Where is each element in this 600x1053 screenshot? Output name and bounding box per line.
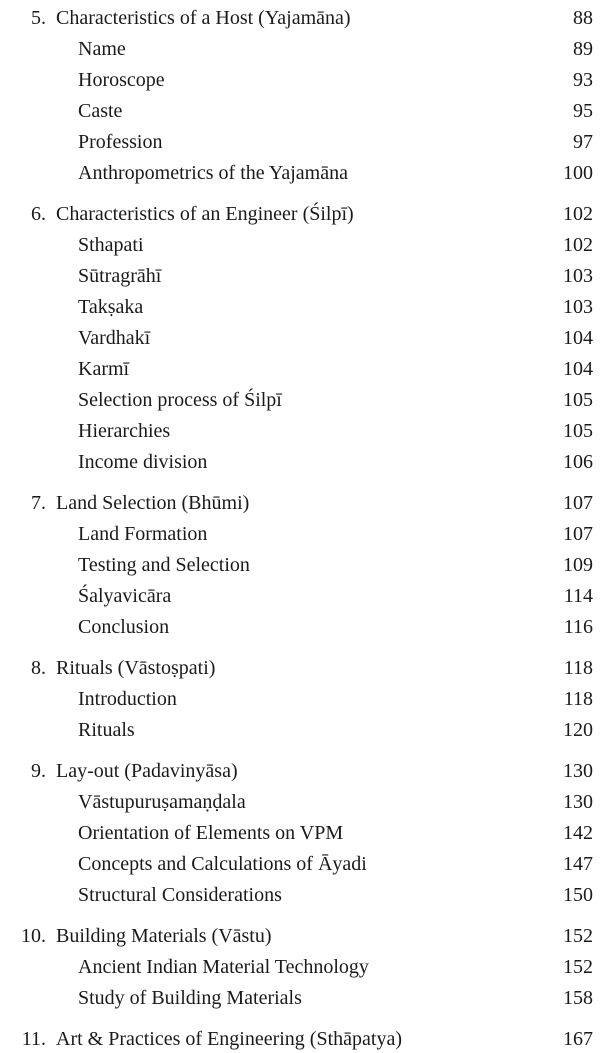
- toc-entry: [0, 551, 600, 579]
- entry-title: Introduction: [78, 688, 177, 710]
- entry-title: Concepts and Calculations of Āyadi: [78, 853, 367, 875]
- page-number: 150: [563, 884, 593, 906]
- entry-title: Horoscope: [78, 69, 165, 91]
- entry-title: Sūtragrāhī: [78, 265, 162, 287]
- chapter-row: [0, 489, 600, 517]
- entry-title: Hierarchies: [78, 420, 171, 442]
- page-number: 118: [563, 688, 593, 710]
- page-number: 116: [563, 616, 593, 638]
- entry-title: Vāstupuruṣamaṇḍala: [78, 791, 246, 813]
- chapter-row: [0, 1025, 600, 1053]
- toc-entry: [0, 231, 600, 259]
- page-number: 102: [563, 234, 593, 256]
- chapter-title: Art & Practices of Engineering (Sthāpatya): [56, 1028, 402, 1050]
- page-number: 107: [563, 492, 593, 514]
- toc-entry: [0, 355, 600, 383]
- page-number: 88: [573, 7, 593, 29]
- chapter-number: 6.: [31, 203, 46, 225]
- toc-entry: [0, 128, 600, 156]
- entry-title: Karmī: [78, 358, 130, 380]
- entry-title: Caste: [78, 100, 123, 122]
- page-number: 147: [563, 853, 593, 875]
- entry-title: Sthapati: [78, 234, 144, 256]
- page-number: 109: [563, 554, 593, 576]
- toc-entry: [0, 613, 600, 641]
- page-number: 104: [563, 358, 593, 380]
- toc-entry: [0, 386, 600, 414]
- toc-entry: [0, 66, 600, 94]
- chapter-number: 10.: [21, 925, 46, 947]
- chapter-number: 9.: [31, 760, 46, 782]
- toc-entry: [0, 324, 600, 352]
- toc-entry: [0, 159, 600, 187]
- page-number: 130: [563, 791, 593, 813]
- page-number: 95: [573, 100, 593, 122]
- toc-entry: [0, 850, 600, 878]
- page-number: 167: [563, 1028, 593, 1050]
- page-number: 158: [563, 987, 593, 1009]
- page-number: 102: [563, 203, 593, 225]
- toc-entry: [0, 293, 600, 321]
- page-number: 152: [563, 956, 593, 978]
- chapter-row: [0, 922, 600, 950]
- entry-title: Income division: [78, 451, 208, 473]
- chapter-title: Building Materials (Vāstu): [56, 925, 272, 947]
- page-number: 105: [563, 389, 593, 411]
- entry-title: Takṣaka: [78, 296, 144, 318]
- entry-title: Conclusion: [78, 616, 170, 638]
- page-number: 103: [563, 296, 593, 318]
- entry-title: Name: [78, 38, 126, 60]
- page-number: 142: [563, 822, 593, 844]
- toc-entry: [0, 262, 600, 290]
- entry-title: Orientation of Elements on VPM: [78, 822, 344, 844]
- chapter-title: Lay-out (Padavinyāsa): [56, 760, 238, 782]
- chapter-row: [0, 757, 600, 785]
- page-number: 120: [563, 719, 593, 741]
- toc-entry: [0, 417, 600, 445]
- toc-entry: [0, 97, 600, 125]
- page-number: 103: [563, 265, 593, 287]
- chapter-title: Characteristics of an Engineer (Śilpī): [56, 203, 354, 225]
- entry-title: Testing and Selection: [78, 554, 250, 576]
- chapter-row: [0, 4, 600, 32]
- toc-entry: [0, 685, 600, 713]
- page-number: 105: [563, 420, 593, 442]
- toc-entry: [0, 35, 600, 63]
- page-number: 97: [573, 131, 593, 153]
- page-number: 118: [563, 657, 593, 679]
- page-number: 130: [563, 760, 593, 782]
- entry-title: Rituals: [78, 719, 135, 741]
- entry-title: Ancient Indian Material Technology: [78, 956, 369, 978]
- toc-entry: [0, 582, 600, 610]
- toc-entry: [0, 881, 600, 909]
- entry-title: Land Formation: [78, 523, 208, 545]
- chapter-number: 7.: [31, 492, 46, 514]
- toc-entry: [0, 448, 600, 476]
- page-number: 114: [563, 585, 593, 607]
- entry-title: Anthropometrics of the Yajamāna: [78, 162, 348, 184]
- chapter-number: 11.: [21, 1028, 46, 1050]
- toc-entry: [0, 953, 600, 981]
- entry-title: Study of Building Materials: [78, 987, 302, 1009]
- toc-entry: [0, 716, 600, 744]
- entry-title: Vardhakī: [78, 327, 151, 349]
- page-number: 93: [573, 69, 593, 91]
- chapter-row: [0, 654, 600, 682]
- chapter-title: Land Selection (Bhūmi): [56, 492, 250, 514]
- chapter-number: 8.: [31, 657, 46, 679]
- entry-title: Selection process of Śilpī: [78, 389, 282, 411]
- entry-title: Structural Considerations: [78, 884, 282, 906]
- entry-title: Śalyavicāra: [78, 585, 172, 607]
- chapter-title: Rituals (Vāstoṣpati): [56, 657, 216, 679]
- toc-entry: [0, 984, 600, 1012]
- page-number: 89: [573, 38, 593, 60]
- toc-entry: [0, 788, 600, 816]
- toc-entry: [0, 819, 600, 847]
- page-number: 106: [563, 451, 593, 473]
- chapter-row: [0, 200, 600, 228]
- chapter-number: 5.: [31, 7, 46, 29]
- page-number: 107: [563, 523, 593, 545]
- page-number: 152: [563, 925, 593, 947]
- entry-title: Profession: [78, 131, 163, 153]
- page-number: 104: [563, 327, 593, 349]
- page-number: 100: [563, 162, 593, 184]
- chapter-title: Characteristics of a Host (Yajamāna): [56, 7, 351, 29]
- toc-entry: [0, 520, 600, 548]
